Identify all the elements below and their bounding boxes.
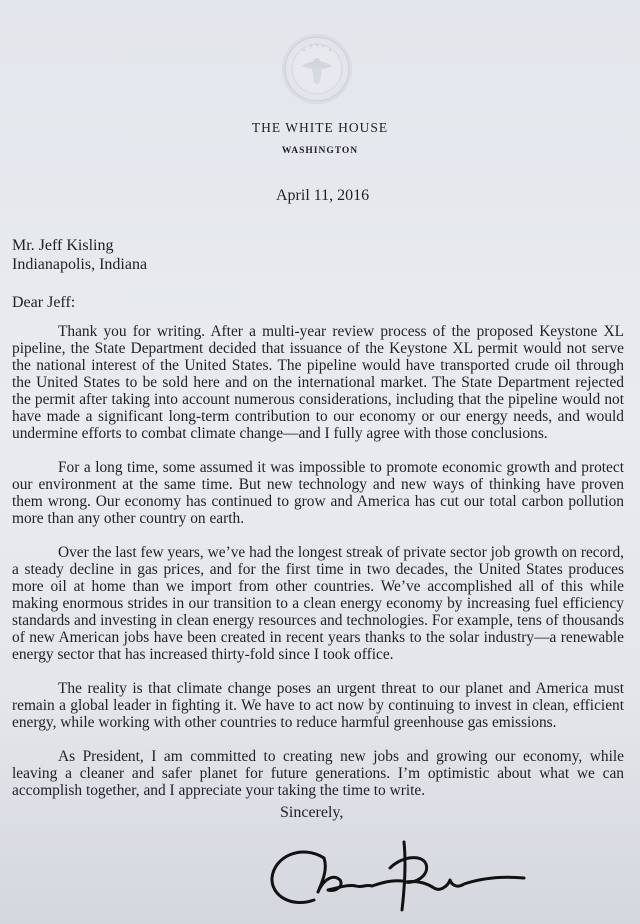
recipient-location: Indianapolis, Indiana (12, 256, 148, 273)
recipient-address (12, 236, 147, 274)
paragraph-2: For a long time, some assumed it was impossible to promote economic growth and protect our environment at the same time. But new technology and new ways of thinking have proven them wrong. Our economy has continued to grow and America has cut our total carbon pollution more than any other country on earth. (12, 459, 624, 527)
letter-date: April 11, 2016 (276, 187, 370, 204)
closing: Sincerely, (280, 804, 344, 821)
paragraph-5: As President, I am committed to creating new jobs and growing our economy, while leaving a cleaner and safer planet for future generations. I’m optimistic about what we can accomplish together, and I appreciate your taking the time to write. (12, 748, 624, 799)
recipient-name: Mr. Jeff Kisling (12, 237, 114, 254)
paragraph-4: The reality is that climate change poses an urgent threat to our planet and America must remain a global leader in fighting it. We have to act now by continuing to invest in clean, efficient energy, while working with other countries to reduce harmful greenhouse gas emissions. (12, 680, 624, 731)
letter-body (12, 323, 624, 816)
letterhead-subtitle: WASHINGTON (281, 146, 359, 156)
handwritten-signature (262, 826, 532, 921)
paragraph-3: Over the last few years, we’ve had the longest streak of private sector job growth on record, a steady decline in gas prices, and for the first time in two decades, the United States produces more oil at home than we import from other countries. We’ve accomplished all of this while making enormous strides in our transition to a clean energy economy by increasing fuel efficiency standards and investing in clean energy resources and technologies. For example, tens of thousands of new American jobs have been created in recent years thanks to the solar industry—a renewable energy sector that has increased thirty-fold since I took office. (12, 544, 624, 663)
presidential-seal-icon (282, 34, 352, 104)
salutation: Dear Jeff: (12, 294, 76, 311)
paragraph-1: Thank you for writing. After a multi-year review process of the proposed Keystone XL pipeline, the State Department decided that issuance of the Keystone XL permit would not serve the national interest of the United States. The pipeline would have transported crude oil through the United States to be sold here and on the international market. The State Department rejected the permit after taking into account numerous considerations, including that the pipeline would not have made a significant long-term contribution to our economy or our energy needs, and would undermine efforts to combat climate change—and I fully agree with those conclusions. (12, 323, 624, 442)
letterhead-title: THE WHITE HOUSE (251, 120, 389, 135)
